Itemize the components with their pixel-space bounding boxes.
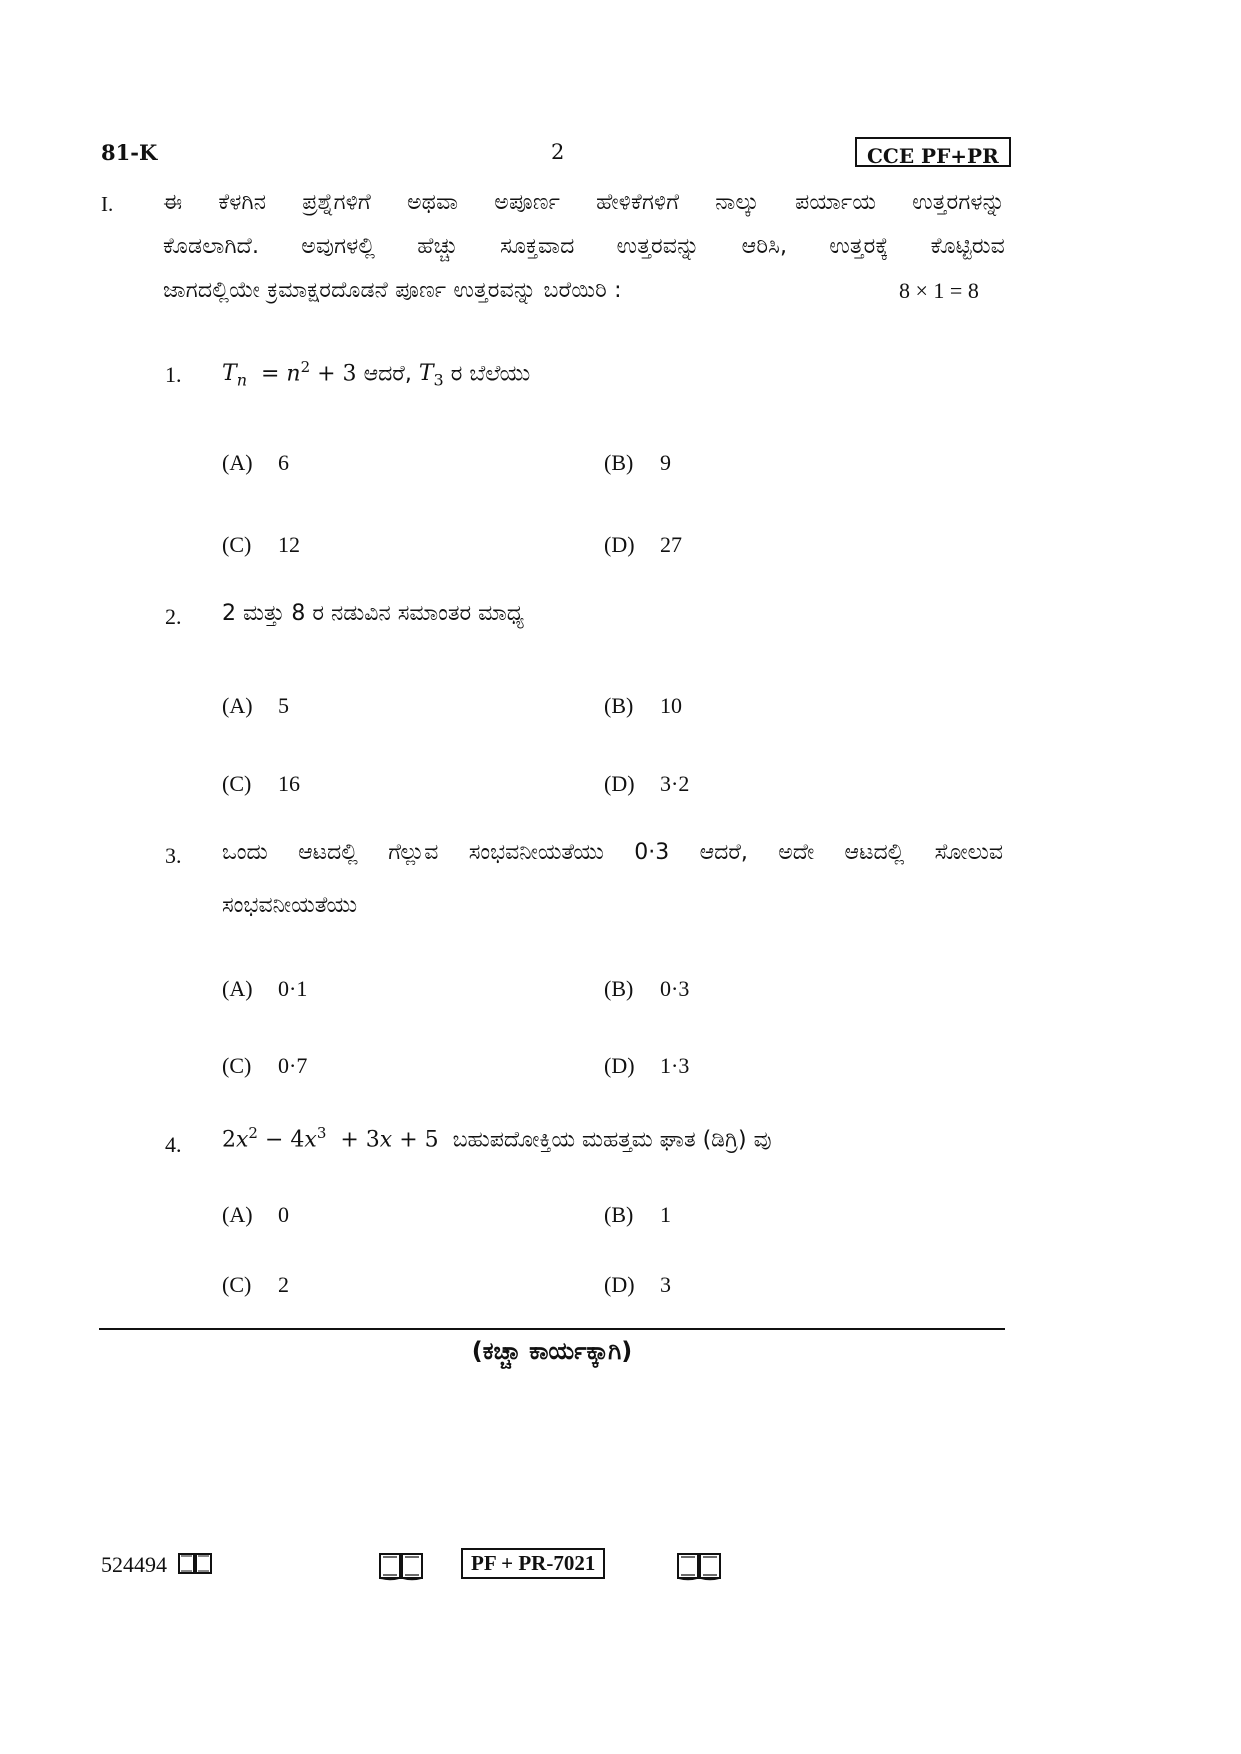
- page-number: 2: [551, 140, 565, 164]
- formula: 2: [248, 1124, 258, 1142]
- question-text: [222, 358, 530, 390]
- formula: n: [286, 361, 301, 387]
- serial-number: 524494: [101, 1552, 167, 1577]
- formula: x: [379, 1127, 393, 1153]
- option-c: (C) 12: [222, 532, 300, 557]
- option-c: (C) 0·7: [222, 1053, 308, 1078]
- formula: x: [236, 1127, 249, 1153]
- divider-line: [99, 1328, 1005, 1330]
- footer-code-box: PF + PR-7021: [461, 1548, 605, 1579]
- formula: − 4: [257, 1127, 305, 1153]
- question-text: 2 ಮತ್ತು 8 ರ ನಡುವಿನ ಸಮಾಂತರ ಮಾಧ್ಯ: [222, 601, 525, 626]
- section-number: I.: [101, 192, 114, 216]
- formula: 3: [316, 1124, 327, 1142]
- question-number: 3.: [165, 843, 182, 868]
- formula: 2: [300, 358, 311, 376]
- option-a: (A) 0·1: [222, 976, 308, 1001]
- option-a: (A) 0: [222, 1202, 289, 1227]
- footer-serial: [101, 1550, 213, 1578]
- question-number: 1.: [165, 362, 182, 387]
- question-text-part: ಬಹುಪದೋಕ್ತಿಯ ಮಹತ್ತಮ ಘಾತ (ಡಿಗ್ರಿ) ವು: [452, 1127, 772, 1153]
- question-text: [222, 1124, 772, 1152]
- option-d: (D) 27: [604, 532, 682, 557]
- instruction-line-1: ಈ ಕೆಳಗಿನ ಪ್ರಶ್ನೆಗಳಿಗೆ ಅಥವಾ ಅಪೂರ್ಣ ಹೇಳಿಕೆಗಳಿಗೆ ನಾಲ್ಕು ಪರ್ಯಾಯ ಉತ್ತರಗಳನ್ನು: [163, 190, 1005, 215]
- question-text-line-2: ಸಂಭವನೀಯತೆಯು: [222, 893, 358, 918]
- option-d: (D) 3: [604, 1272, 671, 1297]
- series-code-box: CCE PF+PR: [855, 137, 1011, 167]
- formula: + 3: [326, 1127, 380, 1153]
- option-b: (B) 0·3: [604, 976, 690, 1001]
- option-c: (C) 16: [222, 771, 300, 796]
- instruction-line-2: ಕೊಡಲಾಗಿದೆ. ಅವುಗಳಲ್ಲಿ ಹೆಚ್ಚು ಸೂಕ್ತವಾದ ಉತ್ತರವನ್ನು ಆರಿಸಿ, ಉತ್ತರಕ್ಕೆ ಕೊಟ್ಟಿರುವ: [163, 234, 1005, 259]
- paper-code: 81-K: [101, 140, 158, 165]
- instruction-line-3: ಜಾಗದಲ್ಲಿಯೇ ಕ್ರಮಾಕ್ಷರದೊಡನೆ ಪೂರ್ಣ ಉತ್ತರವನ್ನು ಬರೆಯಿರಿ :: [163, 278, 622, 303]
- option-a: (A) 6: [222, 450, 289, 475]
- formula: + 5: [392, 1127, 446, 1153]
- option-d: (D) 1·3: [604, 1053, 690, 1078]
- formula: =: [254, 361, 287, 387]
- book-icon: [378, 1549, 424, 1581]
- option-b: (B) 9: [604, 450, 671, 475]
- option-a: (A) 5: [222, 693, 289, 718]
- option-d: (D) 3·2: [604, 771, 690, 796]
- option-c: (C) 2: [222, 1272, 289, 1297]
- question-text-part: ಆದರೆ,: [363, 361, 412, 387]
- option-b: (B) 10: [604, 693, 682, 718]
- question-text-line-1: ಒಂದು ಆಟದಲ್ಲಿ ಗೆಲ್ಲುವ ಸಂಭವನೀಯತೆಯು 0·3 ಆದರೆ, ಅದೇ ಆಟದಲ್ಲಿ ಸೋಲುವ: [222, 840, 1003, 865]
- formula: x: [304, 1127, 317, 1153]
- book-icon: [676, 1549, 722, 1581]
- formula: 2: [222, 1127, 236, 1153]
- question-number: 2.: [165, 604, 182, 629]
- question-text-part: ರ ಬೆಲೆಯು: [450, 361, 531, 387]
- marks-allocation: 8 × 1 = 8: [899, 278, 979, 303]
- book-icon: [177, 1550, 213, 1576]
- formula: + 3: [310, 361, 357, 387]
- formula: $T_n$: [222, 361, 247, 390]
- rough-work-label: (ಕಚ್ಚಾ ಕಾರ್ಯಕ್ಕಾಗಿ): [471, 1337, 633, 1365]
- option-b: (B) 1: [604, 1202, 671, 1227]
- formula: $T_3$: [418, 361, 444, 390]
- question-number: 4.: [165, 1132, 182, 1157]
